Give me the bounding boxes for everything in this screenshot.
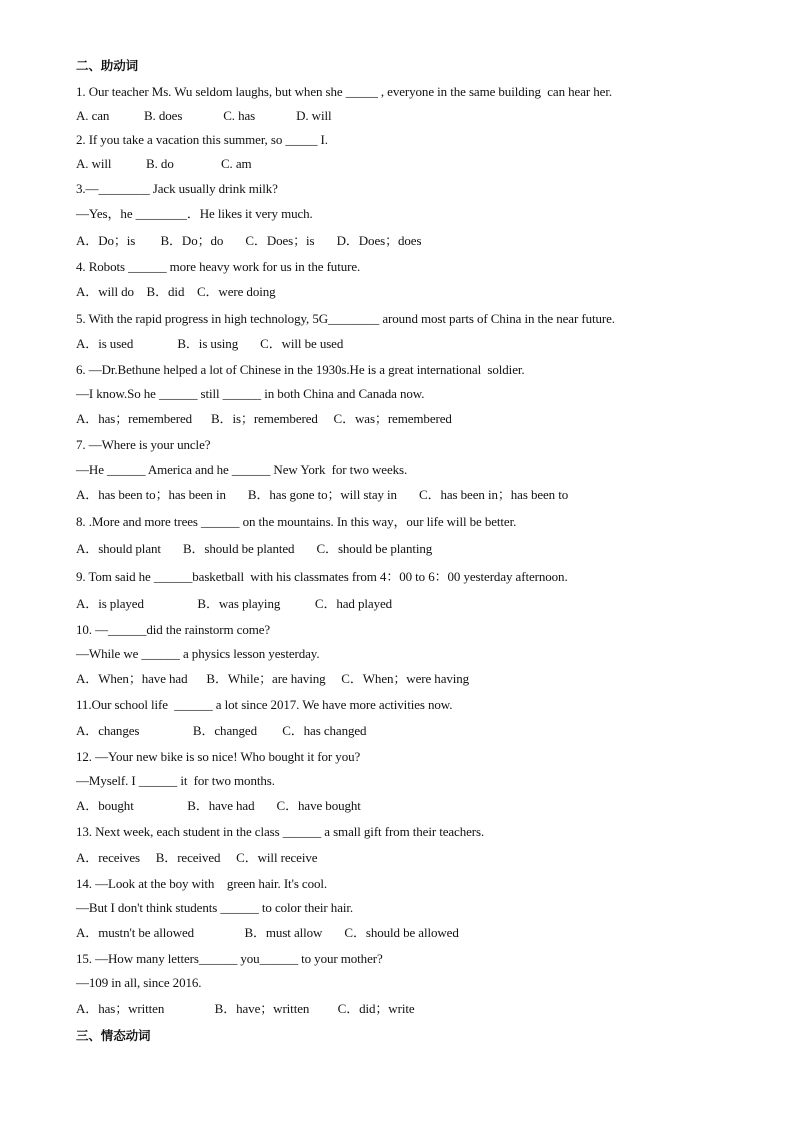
q4-text: 4. Robots ______ more heavy work for us in the future. [76, 259, 361, 274]
q9-text: 9. Tom said he ______basketball with his classmates from 4：00 to 6：00 yesterday afternoon. [76, 569, 568, 584]
q6-reply: —I know.So he ______ still ______ in both China and Canada now. [76, 386, 425, 401]
q15-text: 15. —How many letters______ you______ to your mother? [76, 951, 383, 966]
q14-options: A．mustn't be allowed B．must allow C．should be allowed [76, 925, 459, 940]
q3-text: 3.—________ Jack usually drink milk? [76, 181, 278, 196]
q10-reply: —While we ______ a physics lesson yesterday. [76, 646, 320, 661]
q12-options: A．bought B．have had C．have bought [76, 798, 361, 813]
q14-reply: —But I don't think students ______ to color their hair. [76, 900, 354, 915]
q5-options: A．is used B．is using C．will be used [76, 336, 344, 351]
section-2-title: 二、助动词 [76, 58, 139, 73]
q8-text: 8. .More and more trees ______ on the mountains. In this way，our life will be better. [76, 514, 517, 529]
q7-text: 7. —Where is your uncle? [76, 437, 211, 452]
q5-text: 5. With the rapid progress in high technology, 5G________ around most parts of China in the near future. [76, 311, 615, 326]
q8-options: A．should plant B．should be planted C．should be planting [76, 541, 433, 556]
q3-options: A．Do；is B．Do；do C．Does；is D．Does；does [76, 233, 422, 248]
q3-reply: —Yes，he ________．He likes it very much. [76, 206, 313, 221]
section-3-title: 三、情态动词 [76, 1028, 151, 1043]
q10-options: A．When；have had B．While；are having C．When；were having [76, 671, 470, 686]
q12-reply: —Myself. I ______ it for two months. [76, 773, 275, 788]
q10-text: 10. —______did the rainstorm come? [76, 622, 271, 637]
q1-options: A. can B. does C. has D. will [76, 108, 332, 123]
q9-options: A．is played B．was playing C．had played [76, 596, 393, 611]
q11-options: A．changes B．changed C．has changed [76, 723, 367, 738]
q14-text: 14. —Look at the boy with green hair. It's cool. [76, 876, 328, 891]
q7-reply: —He ______ America and he ______ New York for two weeks. [76, 462, 408, 477]
q1-text: 1. Our teacher Ms. Wu seldom laughs, but when she _____ , everyone in the same building can hear her. [76, 84, 612, 99]
q12-text: 12. —Your new bike is so nice! Who bought it for you? [76, 749, 361, 764]
q15-reply: —109 in all, since 2016. [76, 975, 202, 990]
q4-options: A．will do B．did C．were doing [76, 284, 276, 299]
q6-options: A．has；remembered B．is；remembered C．was；remembered [76, 411, 452, 426]
q13-text: 13. Next week, each student in the class ______ a small gift from their teachers. [76, 824, 485, 839]
q2-options: A. will B. do C. am [76, 156, 252, 171]
q13-options: A．receives B．received C．will receive [76, 850, 318, 865]
q2-text: 2. If you take a vacation this summer, so _____ I. [76, 132, 328, 147]
q7-options: A．has been to；has been in B．has gone to；will stay in C．has been in；has been to [76, 487, 569, 502]
q11-text: 11.Our school life ______ a lot since 2017. We have more activities now. [76, 697, 453, 712]
q15-options: A．has；written B．have；written C．did；write [76, 1001, 415, 1016]
q6-text: 6. —Dr.Bethune helped a lot of Chinese in the 1930s.He is a great international soldier. [76, 362, 525, 377]
